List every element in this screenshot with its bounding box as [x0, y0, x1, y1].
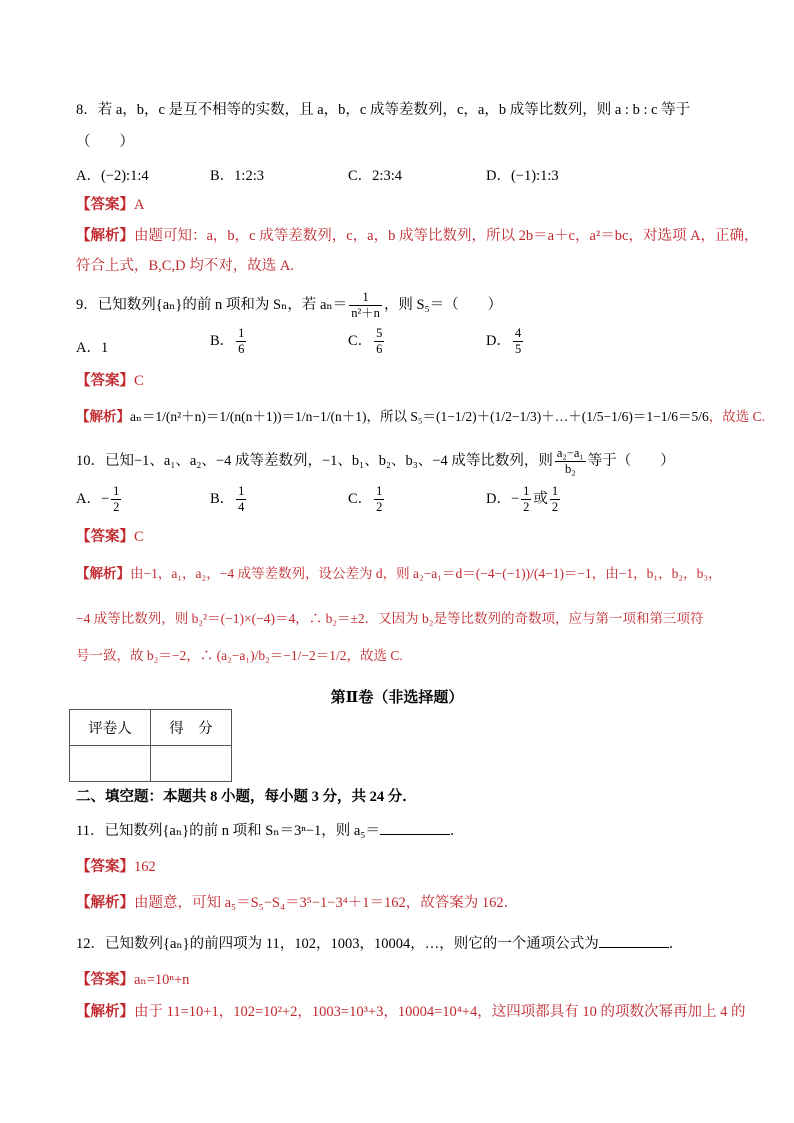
q9-stem-a: 9．已知数列{aₙ}的前 n 项和为 Sₙ，若 aₙ＝ [76, 297, 348, 313]
analysis-text: 由于 11=10+1，102=10²+2，1003=10³+3，10004=10⁴+4，这四项都具有 10 的项数次幂再加上 4 的 [134, 1004, 746, 1020]
option-fraction [236, 484, 246, 515]
option-label: C． [348, 490, 373, 507]
fill-blank-heading: 二、填空题：本题共 8 小题，每小题 3 分，共 24 分． [76, 789, 417, 805]
frac-denominator: 2 [551, 500, 559, 514]
option-sign: − [510, 490, 520, 507]
frac-numerator: 5 [376, 326, 383, 340]
q9-option-b [210, 326, 248, 357]
frac-numerator: 1 [523, 484, 530, 498]
q11-stem [76, 821, 464, 841]
q10-option-d [486, 484, 562, 515]
q11-stem-text: 11．已知数列{aₙ}的前 n 项和 Sₙ＝3ⁿ−1，则 a₅＝ [76, 823, 380, 839]
q11-answer [76, 857, 156, 877]
answer-value: C [134, 373, 144, 389]
frac-numerator: 1 [376, 484, 383, 498]
option-fraction [374, 484, 384, 515]
option-fraction [111, 484, 121, 515]
q12-stem [76, 934, 683, 954]
q9-stem-fraction [349, 290, 382, 321]
analysis-text: 由−1，a₁，a₂，−4 成等差数列，设公差为 d，则 a₂−a₁＝d＝(−4−(−1))/(4−1)＝−1，由−1，b₁，b₂，b₃， [130, 566, 722, 581]
answer-tag: 【答案】 [76, 859, 134, 875]
section-title: 第Ⅱ卷（非选择题） [330, 690, 464, 706]
analysis-end: ，故选 C. [708, 409, 765, 424]
q10-option-b [210, 484, 248, 515]
q12-analysis [76, 1002, 746, 1022]
q8-analysis-2: 符合上式，B,C,D 均不对，故选 A. [76, 258, 294, 274]
answer-blank [380, 822, 450, 835]
answer-tag: 【答案】 [76, 373, 134, 389]
q8-option-a: A．(−2):1:4 [76, 168, 149, 184]
option-fraction [236, 326, 246, 357]
q10-option-c [348, 484, 386, 515]
q10-stem-b: 等于（ ） [587, 453, 675, 469]
answer-blank [599, 935, 669, 948]
q8-answer [76, 195, 144, 215]
frac-denominator: 6 [376, 342, 383, 356]
option-fraction [513, 326, 523, 357]
frac-denominator: 2 [523, 500, 530, 514]
analysis-formula: aₙ＝1/(n²＋n)＝1/(n(n＋1))＝1/n−1/(n＋1)，所以 S₅＝(1−1/2)＋(1/2−1/3)＋…＋(1/5−1/6)＝1−1/6＝5/6 [130, 409, 709, 424]
option-value: 1 [100, 340, 109, 356]
q12-stem-end: ． [668, 936, 684, 952]
analysis-tag: 【解析】 [76, 895, 134, 911]
frac-numerator: 4 [514, 326, 522, 340]
q10-analysis-1 [76, 564, 722, 584]
score-header: 得 分 [151, 710, 232, 746]
analysis-text: 由题意，可知 a₅＝S₅−S₄＝3⁵−1−3⁴＋1＝162，故答案为 162． [134, 895, 519, 911]
q9-stem-b: ，则 S₅＝（ ） [383, 297, 503, 313]
option-label: B． [210, 332, 235, 349]
frac-denominator: 4 [238, 500, 245, 514]
q10-analysis-3: 号一致，故 b₂＝−2，∴ (a₂−a₁)/b₂＝−1/−2＝1/2，故选 C. [76, 648, 403, 663]
q9-answer [76, 371, 144, 391]
option-label: A． [76, 340, 101, 356]
q10-answer [76, 527, 144, 547]
answer-value: 162 [134, 859, 156, 875]
q10-stem-fraction [555, 446, 586, 477]
frac-denominator: 2 [376, 500, 383, 514]
frac-denominator: n²＋n [351, 306, 380, 321]
answer-value: aₙ=10ⁿ+n [134, 972, 190, 988]
grader-cell [70, 746, 151, 782]
option-fraction [374, 326, 384, 357]
analysis-tag: 【解析】 [76, 566, 130, 581]
option-label: A． [76, 490, 101, 507]
q10-stem [76, 446, 675, 477]
q9-option-a [76, 336, 108, 357]
score-cell [151, 746, 232, 782]
frac-numerator: 1 [551, 484, 559, 498]
q8-analysis-1 [76, 226, 759, 246]
frac-numerator: a₂−a₁ [556, 446, 584, 461]
q9-stem [76, 290, 502, 321]
answer-value: A [134, 197, 145, 213]
frac-denominator: 2 [113, 500, 120, 514]
analysis-text: 由题可知：a，b，c 成等差数列，c，a，b 成等比数列，所以 2b＝a＋c，a²＝bc，对选项 A，正确， [134, 228, 759, 244]
option-label: D． [486, 332, 511, 349]
q8-option-c: C．2:3:4 [348, 168, 402, 184]
analysis-tag: 【解析】 [76, 409, 130, 424]
answer-tag: 【答案】 [76, 197, 134, 213]
answer-value: C [134, 529, 144, 545]
option-sign: − [100, 490, 110, 507]
q11-analysis [76, 893, 518, 913]
q10-option-a [76, 484, 123, 515]
grader-header: 评卷人 [70, 710, 151, 746]
option-label: B． [210, 490, 235, 507]
answer-tag: 【答案】 [76, 529, 134, 545]
q11-stem-end: ． [449, 823, 465, 839]
frac-numerator: 1 [349, 290, 382, 306]
q8-stem: 8．若 a，b，c 是互不相等的实数，且 a，b，c 成等差数列，c，a，b 成等比数列，则 a : b : c 等于 [76, 102, 691, 118]
q8-option-b: B．1:2:3 [210, 168, 264, 184]
q8-option-d: D．(−1):1:3 [486, 168, 559, 184]
option-label: C． [348, 332, 373, 349]
q10-stem-a: 10．已知−1、a₁、a₂、−4 成等差数列，−1、b₁、b₂、b₃、−4 成等比数列，则 [76, 453, 553, 469]
analysis-tag: 【解析】 [76, 228, 134, 244]
q8-paren: （ ） [76, 134, 134, 150]
q9-analysis [76, 407, 765, 427]
q9-option-d [486, 326, 525, 357]
analysis-tag: 【解析】 [76, 1004, 134, 1020]
q12-answer [76, 970, 189, 990]
q12-stem-text: 12．已知数列{aₙ}的前四项为 11，102，1003，10004，…，则它的一个通项公式为 [76, 936, 599, 952]
option-or: 或 [533, 490, 548, 507]
option-fraction [521, 484, 531, 515]
q9-option-c [348, 326, 386, 357]
frac-denominator: 6 [238, 342, 245, 356]
frac-numerator: 1 [238, 326, 245, 340]
frac-denominator: 5 [514, 342, 522, 356]
frac-denominator: b₂ [564, 462, 576, 477]
score-table [69, 709, 232, 782]
answer-tag: 【答案】 [76, 972, 134, 988]
option-label: D． [486, 490, 511, 507]
frac-numerator: 1 [238, 484, 245, 498]
frac-numerator: 1 [113, 484, 120, 498]
q10-analysis-2: −4 成等比数列，则 b₂²＝(−1)×(−4)＝4，∴ b₂＝±2．又因为 b₂是等比数列的奇数项，应与第一项和第三项符 [76, 611, 704, 626]
option-fraction-2 [550, 484, 560, 515]
